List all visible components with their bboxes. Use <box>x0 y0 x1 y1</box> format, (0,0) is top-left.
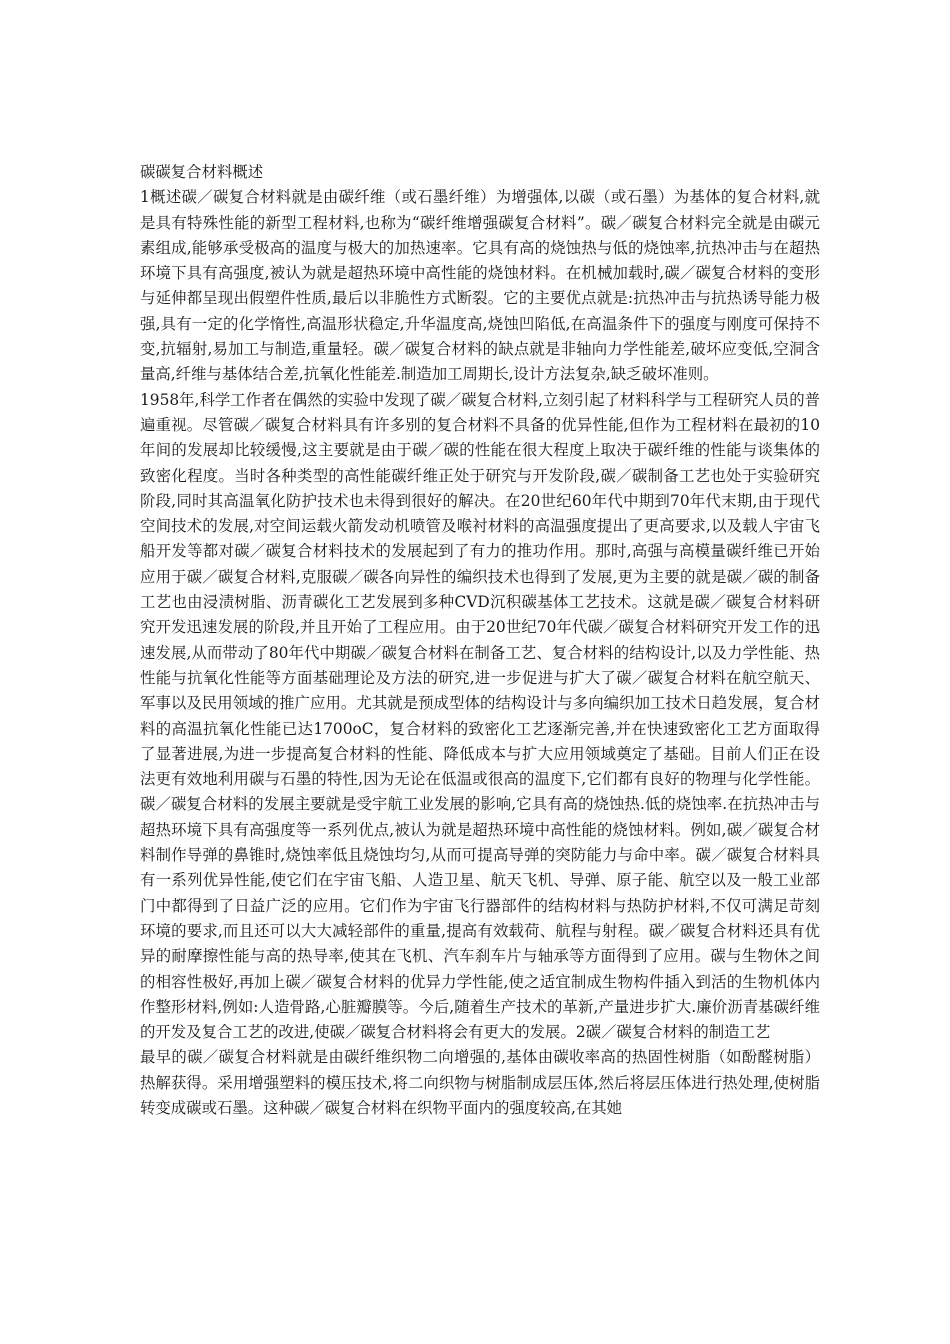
paragraph-manufacturing: 最早的碳／碳复合材料就是由碳纤维织物二向增强的,基体由碳收率高的热固性树脂（如酚醛树脂）热解获得。采用增强塑料的模压技术,将二向织物与树脂制成层压体,然后将层压体进行热处理,使树脂转变成碳或石墨。这种碳／碳复合材料在织物平面内的强度较高,在其她 <box>140 1048 820 1117</box>
document-body <box>140 160 820 1121</box>
paragraph-history: 1958年,科学工作者在偶然的实验中发现了碳／碳复合材料,立刻引起了材料科学与工程研究人员的普遍重视。尽管碳／碳复合材料具有许多别的复合材料不具备的优异性能,但作为工程材料在最初的10年间的发展却比较缓慢,这主要就是由于碳／碳的性能在很大程度上取决于碳纤维的性能与谈集体的致密化程度。当时各种类型的高性能碳纤维正处于研究与开发阶段,碳／碳制备工艺也处于实验研究阶段,同时其高温氧化防护技术也未得到很好的解决。在20世纪60年代中期到70年代末期,由于现代空间技术的发展,对空间运载火箭发动机喷管及喉衬材料的高温强度提出了更高要求,以及载人宇宙飞船开发等都对碳／碳复合材料技术的发展起到了有力的推功作用。那时,高强与高模量碳纤维已开始应用于碳／碳复合材料,克服碳／碳各向异性的编织技术也得到了发展,更为主要的就是碳／碳的制备工艺也由浸渍树脂、沥青碳化工艺发展到多种CVD沉积碳基体工艺技术。这就是碳／碳复合材料研究开发迅速发展的阶段,并且开始了工程应用。由于20世纪70年代碳／碳复合材料研究开发工作的迅速发展,从而带动了80年代中期碳／碳复合材料在制备工艺、复合材料的结构设计,以及力学性能、热性能与抗氧化性能等方面基础理论及方法的研究,进一步促进与扩大了碳／碳复合材料在航空航天、军事以及民用领域的推广应用。尤其就是预成型体的结构设计与多向编织加工技术日趋发展，复合材料的高温抗氧化性能已达1700oC，复合材料的致密化工艺逐渐完善,并在快速致密化工艺方面取得了显著进展,为进一步提高复合材料的性能、降低成本与扩大应用领域奠定了基础。目前人们正在设法更有效地利用碳与石墨的特性,因为无论在低温或很高的温度下,它们都有良好的物理与化学性能。碳／碳复合材料的发展主要就是受宇航工业发展的影响,它具有高的烧蚀热.低的烧蚀率.在抗热冲击与超热环境下具有高强度等一系列优点,被认为就是超热环境中高性能的烧蚀材料。例如,碳／碳复合材料制作导弹的鼻锥时,烧蚀率低且烧蚀均匀,从而可提高导弹的突防能力与命中率。碳／碳复合材料具有一系列优异性能,使它们在宇宙飞船、人造卫星、航天飞机、导弹、原子能、航空以及一般工业部门中都得到了日益广泛的应用。它们作为宇宙飞行器部件的结构材料与热防护材料,不仅可满足苛刻环境的要求,而且还可以大大减轻部件的重量,提高有效载荷、航程与射程。碳／碳复合材料还具有优异的耐摩擦性能与高的热导率,使其在飞机、汽车刹车片与轴承等方面得到了应用。碳与生物休之间的相容性极好,再加上碳／碳复合材料的优异力学性能,使之适宜制成生物构件插入到活的生物机体内作整形材料,例如:人造骨路,心脏瓣膜等。今后,随着生产技术的革新,产量进步扩大.廉价沥青基碳纤维的开发及复合工艺的改进,使碳／碳复合材料将会有更大的发展。2碳／碳复合材料的制造工艺 <box>140 390 820 1042</box>
document-title: 碳碳复合材料概述 <box>140 163 264 181</box>
paragraph-overview: 1概述碳／碳复合材料就是由碳纤维（或石墨纤维）为增强体,以碳（或石墨）为基体的复合材料,就是具有特殊性能的新型工程材料,也称为“碳纤维增强碳复合材料”。碳／碳复合材料完全就是由碳元素组成,能够承受极高的温度与极大的加热速率。它具有高的烧蚀热与低的烧蚀率,抗热冲击与在超热环境下具有高强度,被认为就是超热环境中高性能的烧蚀材料。在机械加载时,碳／碳复合材料的变形与延伸都呈现出假塑件性质,最后以非脆性方式断裂。它的主要优点就是:抗热冲击与抗热诱导能力极强,具有一定的化学惰性,高温形状稳定,升华温度高,烧蚀凹陷低,在高温条件下的强度与刚度可保持不变,抗辐射,易加工与制造,重量轻。碳／碳复合材料的缺点就是非轴向力学性能差,破坏应变低,空洞含量高,纤维与基体结合差,抗氧化性能差.制造加工周期长,设计方法复杂,缺乏破坏准则。 <box>140 188 820 384</box>
